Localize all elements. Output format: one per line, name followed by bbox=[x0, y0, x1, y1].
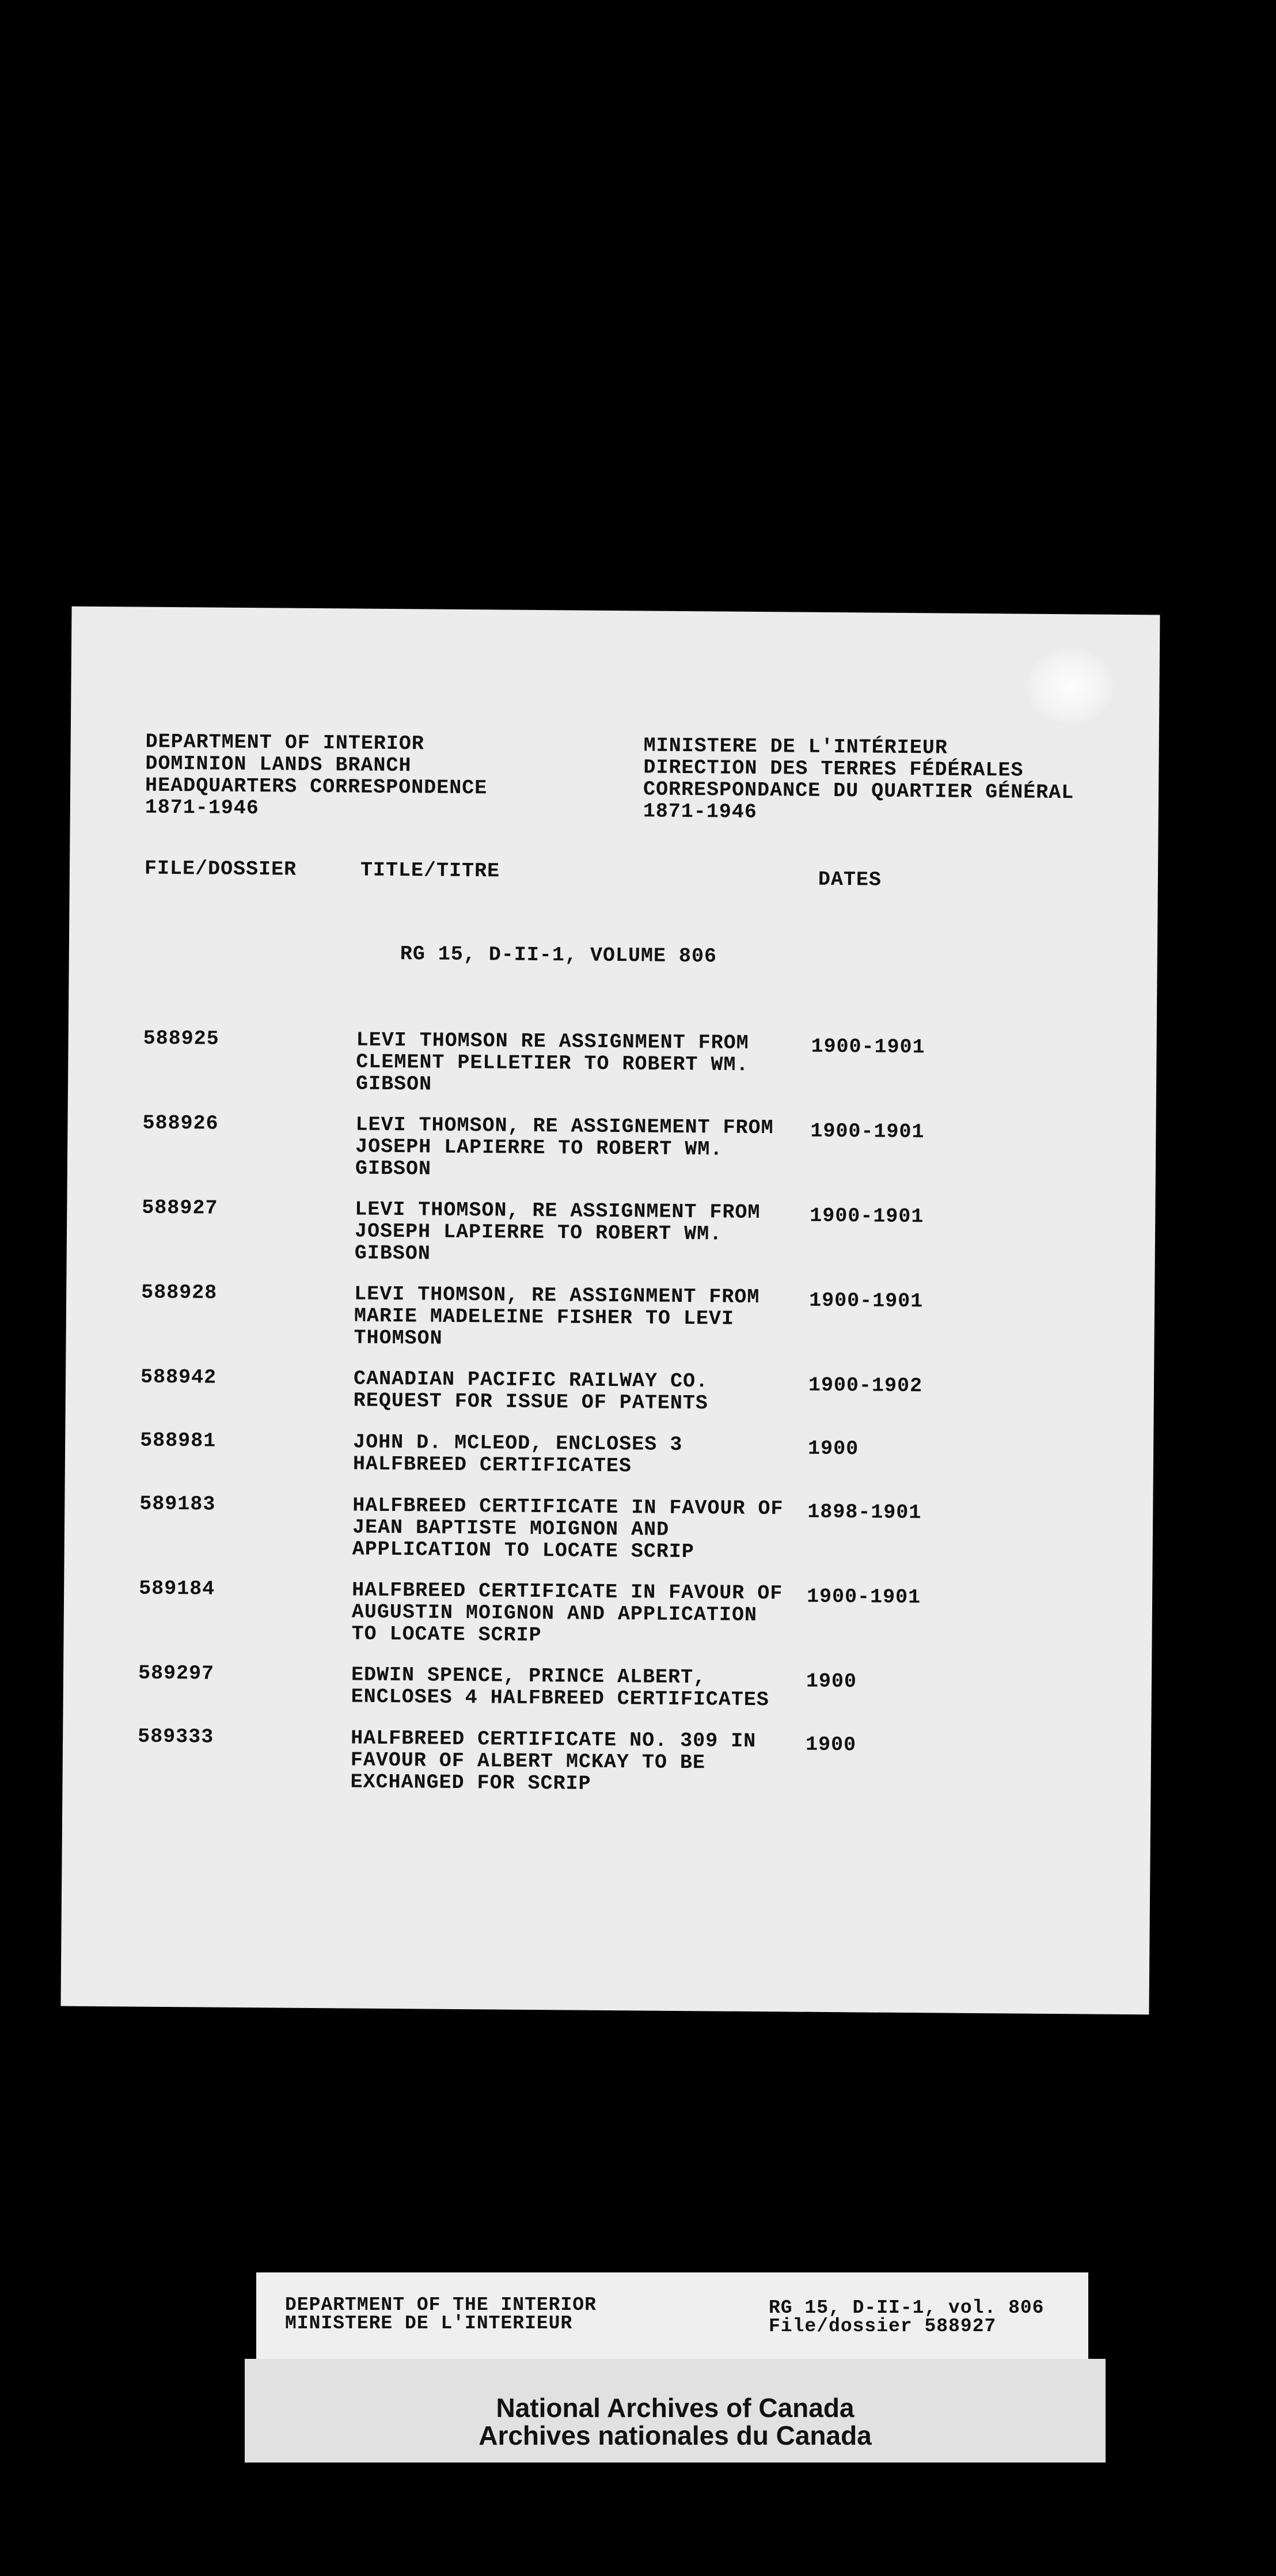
entry-file-number: 588928 bbox=[141, 1281, 218, 1305]
header-french-line1: MINISTERE DE L'INTÉRIEUR bbox=[643, 734, 948, 760]
entry-title-line: THOMSON bbox=[354, 1326, 443, 1350]
entry-dates: 1900-1902 bbox=[808, 1373, 923, 1398]
entry-title-line: LEVI THOMSON, RE ASSIGNEMENT FROM bbox=[355, 1113, 774, 1140]
entry-title-line: LEVI THOMSON RE ASSIGNMENT FROM bbox=[356, 1028, 749, 1055]
entry-title-line: EXCHANGED FOR SCRIP bbox=[350, 1770, 591, 1795]
entry-title-line: CANADIAN PACIFIC RAILWAY CO. bbox=[353, 1367, 709, 1393]
header-english bbox=[145, 731, 488, 821]
entry-title-line: HALFBREED CERTIFICATE IN FAVOUR OF bbox=[352, 1494, 784, 1521]
header-english-line1: DEPARTMENT OF INTERIOR bbox=[145, 730, 424, 756]
list-item bbox=[65, 1429, 1153, 1478]
entry-title-line: REQUEST FOR ISSUE OF PATENTS bbox=[353, 1389, 709, 1415]
list-item bbox=[63, 1725, 1151, 1795]
entry-title-line: FAVOUR OF ALBERT MCKAY TO BE bbox=[350, 1748, 706, 1775]
entry-title bbox=[351, 1664, 770, 1711]
entry-title bbox=[355, 1199, 761, 1268]
list-item bbox=[68, 1111, 1156, 1181]
entry-dates: 1898-1901 bbox=[807, 1500, 922, 1525]
list-item bbox=[64, 1577, 1152, 1647]
column-header-title: TITLE/TITRE bbox=[360, 858, 500, 883]
archives-name-fr: Archives nationales du Canada bbox=[478, 2420, 872, 2450]
volume-heading: RG 15, D-II-1, VOLUME 806 bbox=[400, 942, 717, 968]
entry-title-line: JOHN D. MCLEOD, ENCLOSES 3 bbox=[353, 1430, 683, 1456]
entry-title-line: EDWIN SPENCE, PRINCE ALBERT, bbox=[351, 1663, 707, 1689]
label-department-fr: MINISTERE DE L'INTERIEUR bbox=[285, 2313, 573, 2334]
entry-dates: 1900 bbox=[805, 1733, 857, 1757]
entry-title-line: LEVI THOMSON, RE ASSIGNMENT FROM bbox=[354, 1282, 760, 1309]
header-french-line3: CORRESPONDANCE DU QUARTIER GÉNÉRAL bbox=[643, 778, 1074, 805]
entry-title bbox=[354, 1368, 709, 1415]
header-french-line4: 1871-1946 bbox=[643, 800, 757, 824]
list-item bbox=[66, 1365, 1154, 1415]
entry-file-number: 589297 bbox=[138, 1661, 215, 1685]
entry-file-number: 589333 bbox=[138, 1725, 214, 1749]
column-header-dates: DATES bbox=[818, 867, 882, 892]
entry-title bbox=[355, 1114, 774, 1183]
entry-dates: 1900-1901 bbox=[810, 1119, 925, 1144]
header-french-line2: DIRECTION DES TERRES FÉDÉRALES bbox=[643, 756, 1024, 782]
list-item bbox=[63, 1661, 1152, 1712]
entry-title-line: HALFBREED CERTIFICATE NO. 309 IN bbox=[350, 1726, 757, 1753]
entry-title bbox=[354, 1283, 759, 1353]
entry-title bbox=[356, 1029, 749, 1098]
list-item bbox=[66, 1281, 1155, 1350]
archives-name-en: National Archives of Canada bbox=[496, 2393, 855, 2423]
entry-title-line: JOSEPH LAPIERRE TO ROBERT WM. bbox=[354, 1219, 723, 1246]
list-item bbox=[67, 1196, 1156, 1266]
entry-dates: 1900 bbox=[806, 1669, 857, 1694]
entry-title-line: AUGUSTIN MOIGNON AND APPLICATION bbox=[351, 1600, 758, 1627]
column-header-file: FILE/DOSSIER bbox=[144, 857, 297, 881]
archives-caption bbox=[245, 2359, 1106, 2463]
entry-file-number: 589184 bbox=[139, 1577, 215, 1601]
label-department-en: DEPARTMENT OF THE INTERIOR bbox=[285, 2294, 597, 2316]
header-french bbox=[643, 734, 1074, 825]
entry-title-line: LEVI THOMSON, RE ASSIGNMENT FROM bbox=[355, 1198, 761, 1225]
header-english-line4: 1871-1946 bbox=[145, 795, 260, 820]
entry-dates: 1900-1901 bbox=[806, 1585, 921, 1609]
entry-title bbox=[351, 1579, 783, 1648]
entry-title-line: GIBSON bbox=[355, 1072, 432, 1096]
entry-file-number: 588981 bbox=[140, 1429, 217, 1453]
list-item bbox=[69, 1026, 1157, 1096]
entry-title-line: CLEMENT PELLETIER TO ROBERT WM. bbox=[356, 1050, 749, 1077]
entry-title-line: APPLICATION TO LOCATE SCRIP bbox=[352, 1537, 694, 1564]
faded-stamp bbox=[1027, 649, 1114, 724]
entry-title-line: JEAN BAPTISTE MOIGNON AND bbox=[352, 1516, 670, 1541]
entry-title bbox=[353, 1431, 683, 1477]
entry-title-line: GIBSON bbox=[355, 1157, 432, 1181]
entry-dates: 1900-1901 bbox=[810, 1204, 924, 1229]
document-page bbox=[60, 607, 1160, 2015]
reference-label bbox=[256, 2272, 1088, 2362]
entry-title-line: MARIE MADELEINE FISHER TO LEVI bbox=[354, 1304, 735, 1331]
entry-file-number: 588942 bbox=[140, 1365, 217, 1389]
entry-title bbox=[352, 1494, 784, 1563]
label-volume-reference: RG 15, D-II-1, vol. 806 bbox=[769, 2297, 1045, 2319]
header-english-line2: DOMINION LANDS BRANCH bbox=[145, 752, 412, 778]
entry-dates: 1900-1901 bbox=[808, 1289, 924, 1313]
entry-file-number: 588925 bbox=[143, 1026, 219, 1051]
header-english-line3: HEADQUARTERS CORRESPONDENCE bbox=[145, 774, 488, 800]
entry-title-line: TO LOCATE SCRIP bbox=[351, 1622, 542, 1647]
entry-title-line: GIBSON bbox=[354, 1241, 431, 1266]
entry-title-line: ENCLOSES 4 HALFBREED CERTIFICATES bbox=[351, 1685, 769, 1712]
entry-title-line: HALFBREED CERTIFICATE IN FAVOUR OF bbox=[352, 1578, 783, 1605]
entry-dates: 1900 bbox=[807, 1437, 859, 1461]
entry-file-number: 588926 bbox=[142, 1111, 219, 1135]
label-file-reference: File/dossier 588927 bbox=[769, 2316, 997, 2337]
entry-file-number: 589183 bbox=[139, 1492, 216, 1516]
entry-title-line: HALFBREED CERTIFICATES bbox=[352, 1452, 632, 1478]
entry-dates: 1900-1901 bbox=[811, 1035, 925, 1059]
entry-title-line: JOSEPH LAPIERRE TO ROBERT WM. bbox=[355, 1135, 723, 1161]
entry-title bbox=[350, 1727, 756, 1796]
list-item bbox=[64, 1492, 1153, 1564]
entry-file-number: 588927 bbox=[142, 1196, 218, 1220]
